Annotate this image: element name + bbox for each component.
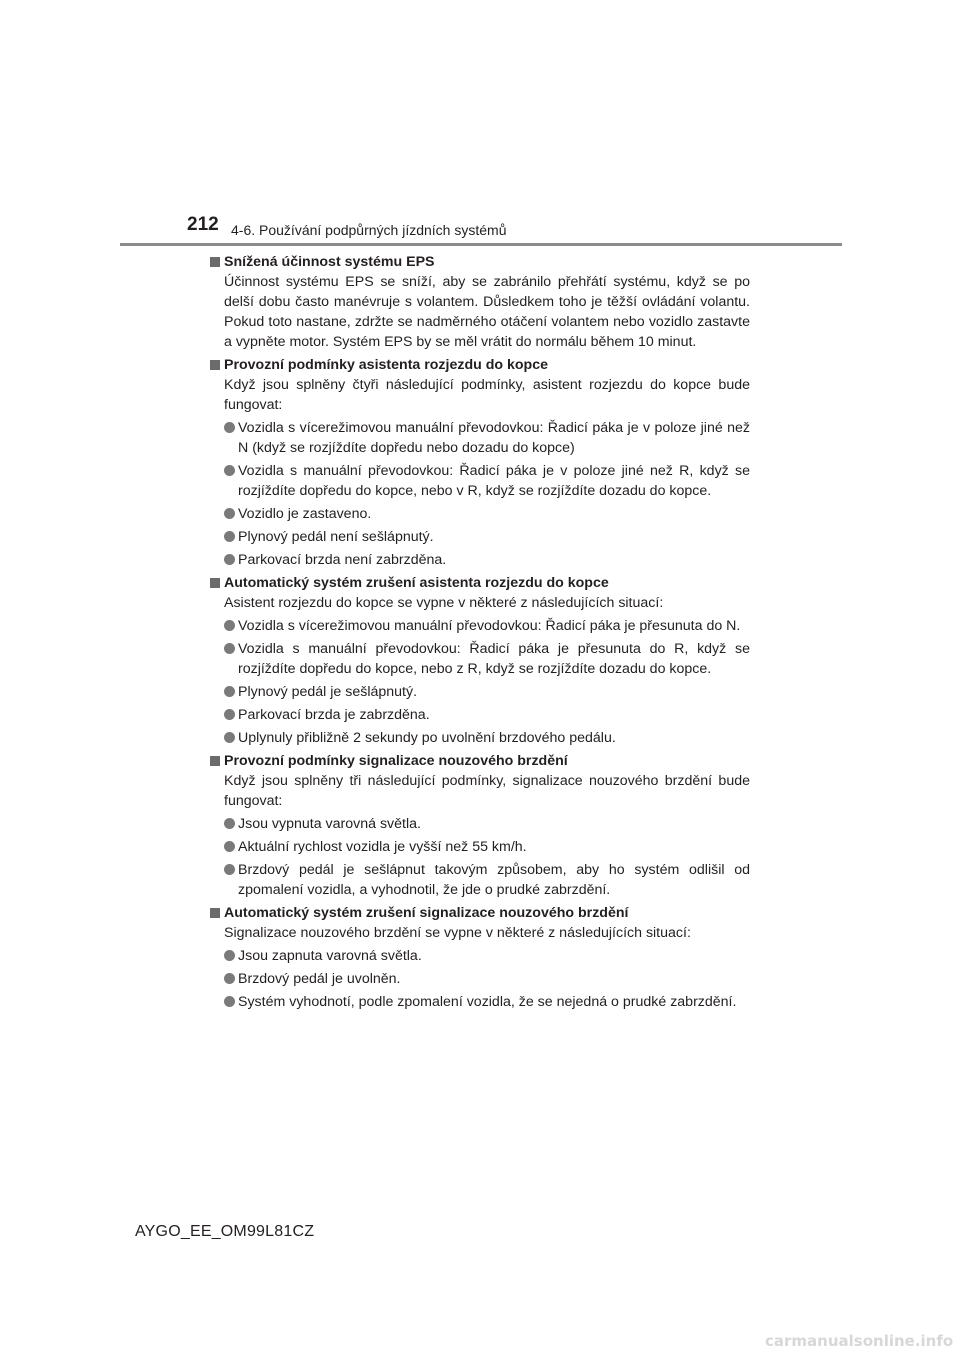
- document-code: AYGO_EE_OM99L81CZ: [135, 1223, 315, 1240]
- section-paragraph: Asistent rozjezdu do kopce se vypne v některé z následujících situací:: [224, 595, 664, 611]
- circle-bullet-icon: [224, 950, 235, 961]
- circle-bullet-icon: [224, 531, 235, 542]
- list-item-text: Aktuální rychlost vozidla je vyšší než 55 km/h.: [238, 839, 527, 855]
- circle-bullet-icon: [224, 465, 235, 476]
- square-bullet-icon: [210, 908, 220, 918]
- section-heading: [208, 751, 750, 771]
- list-item: [224, 837, 750, 857]
- section-emergency-brake-conditions: [208, 751, 750, 900]
- list-item: [224, 418, 750, 458]
- section-title: Automatický systém zrušení asistenta rozjezdu do kopce: [224, 575, 609, 591]
- bullet-list: [224, 418, 750, 570]
- section-eps: [208, 252, 750, 352]
- section-heading: [208, 903, 750, 923]
- list-item-text: Plynový pedál není sešlápnutý.: [238, 529, 434, 545]
- page-number: 212: [187, 214, 219, 235]
- list-item-text: Vozidlo je zastaveno.: [238, 506, 372, 522]
- circle-bullet-icon: [224, 732, 235, 743]
- section-hill-start-conditions: [208, 355, 750, 570]
- circle-bullet-icon: [224, 818, 235, 829]
- circle-bullet-icon: [224, 643, 235, 654]
- circle-bullet-icon: [224, 620, 235, 631]
- circle-bullet-icon: [224, 996, 235, 1007]
- section-title: Automatický systém zrušení signalizace nouzového brzdění: [224, 905, 629, 921]
- list-item: [224, 946, 750, 966]
- list-item-text: Brzdový pedál je sešlápnut takovým způsobem, aby ho systém odlišil od zpomalení vozidla, a vyhodnotil, že jde o prudké zabrzdění.: [238, 862, 750, 898]
- list-item-text: Systém vyhodnotí, podle zpomalení vozidla, že se nejedná o prudké zabrzdění.: [238, 994, 737, 1010]
- list-item: [224, 814, 750, 834]
- watermark: carmanualsonline.info: [765, 1332, 954, 1350]
- list-item: [224, 639, 750, 679]
- bullet-list: [224, 814, 750, 900]
- circle-bullet-icon: [224, 554, 235, 565]
- bullet-list: [224, 616, 750, 748]
- list-item-text: Jsou zapnuta varovná světla.: [238, 948, 422, 964]
- section-hill-start-cancel: [208, 573, 750, 748]
- square-bullet-icon: [210, 360, 220, 370]
- list-item-text: Jsou vypnuta varovná světla.: [238, 816, 421, 832]
- circle-bullet-icon: [224, 686, 235, 697]
- list-item: [224, 616, 750, 636]
- section-title: Snížená účinnost systému EPS: [224, 254, 435, 270]
- header-divider: [120, 243, 842, 246]
- list-item-text: Vozidla s vícerežimovou manuální převodovkou: Řadicí páka je přesunuta do N.: [238, 618, 741, 634]
- list-item: [224, 682, 750, 702]
- list-item: [224, 705, 750, 725]
- list-item-text: Parkovací brzda není zabrzděna.: [238, 552, 447, 568]
- section-paragraph: Signalizace nouzového brzdění se vypne v některé z následujících situací:: [224, 925, 691, 941]
- chapter-title: 4-6. Používání podpůrných jízdních systémů: [231, 222, 507, 238]
- section-title: Provozní podmínky signalizace nouzového brzdění: [224, 753, 568, 769]
- circle-bullet-icon: [224, 422, 235, 433]
- list-item: [224, 550, 750, 570]
- list-item-text: Uplynuly přibližně 2 sekundy po uvolnění brzdového pedálu.: [238, 730, 616, 746]
- list-item-text: Plynový pedál je sešlápnutý.: [238, 684, 418, 700]
- circle-bullet-icon: [224, 864, 235, 875]
- list-item-text: Vozidla s manuální převodovkou: Řadicí páka je přesunuta do R, když se rozjíždíte dopředu do kopce, nebo z R, když se rozjíždíte dozadu do kopce.: [238, 641, 750, 677]
- list-item: [224, 728, 750, 748]
- list-item: [224, 504, 750, 524]
- section-heading: [208, 573, 750, 593]
- square-bullet-icon: [210, 257, 220, 267]
- section-heading: [208, 355, 750, 375]
- square-bullet-icon: [210, 578, 220, 588]
- list-item: [224, 969, 750, 989]
- circle-bullet-icon: [224, 709, 235, 720]
- circle-bullet-icon: [224, 508, 235, 519]
- list-item: [224, 461, 750, 501]
- bullet-list: [224, 946, 750, 1012]
- list-item-text: Vozidla s manuální převodovkou: Řadicí páka je v poloze jiné než R, když se rozjíždíte dopředu do kopce, nebo v R, když se rozjíždíte dozadu do kopce.: [238, 463, 750, 499]
- page-content: [208, 252, 750, 1015]
- list-item-text: Vozidla s vícerežimovou manuální převodovkou: Řadicí páka je v poloze jiné než N (když se rozjíždíte dopředu nebo dozadu do kopce): [238, 420, 750, 456]
- section-title: Provozní podmínky asistenta rozjezdu do kopce: [224, 357, 549, 373]
- list-item: [224, 527, 750, 547]
- section-paragraph: Když jsou splněny tři následující podmínky, signalizace nouzového brzdění bude fungovat:: [224, 773, 750, 809]
- list-item: [224, 992, 750, 1012]
- list-item-text: Parkovací brzda je zabrzděna.: [238, 707, 430, 723]
- list-item: [224, 860, 750, 900]
- circle-bullet-icon: [224, 841, 235, 852]
- section-paragraph: Účinnost systému EPS se sníží, aby se zabránilo přehřátí systému, když se po delší dobu často manévruje s volantem. Důsledkem toho je těžší ovládání volantu. Pokud toto nastane, zdržte se nadměrného otáčení volantem nebo vozidlo zastavte a vypněte motor. Systém EPS by se měl vrátit do normálu během 10 minut.: [224, 274, 750, 350]
- section-paragraph: Když jsou splněny čtyři následující podmínky, asistent rozjezdu do kopce bude fungovat:: [224, 377, 750, 413]
- circle-bullet-icon: [224, 973, 235, 984]
- square-bullet-icon: [210, 756, 220, 766]
- section-heading: [208, 252, 750, 272]
- list-item-text: Brzdový pedál je uvolněn.: [238, 971, 401, 987]
- section-emergency-brake-cancel: [208, 903, 750, 1012]
